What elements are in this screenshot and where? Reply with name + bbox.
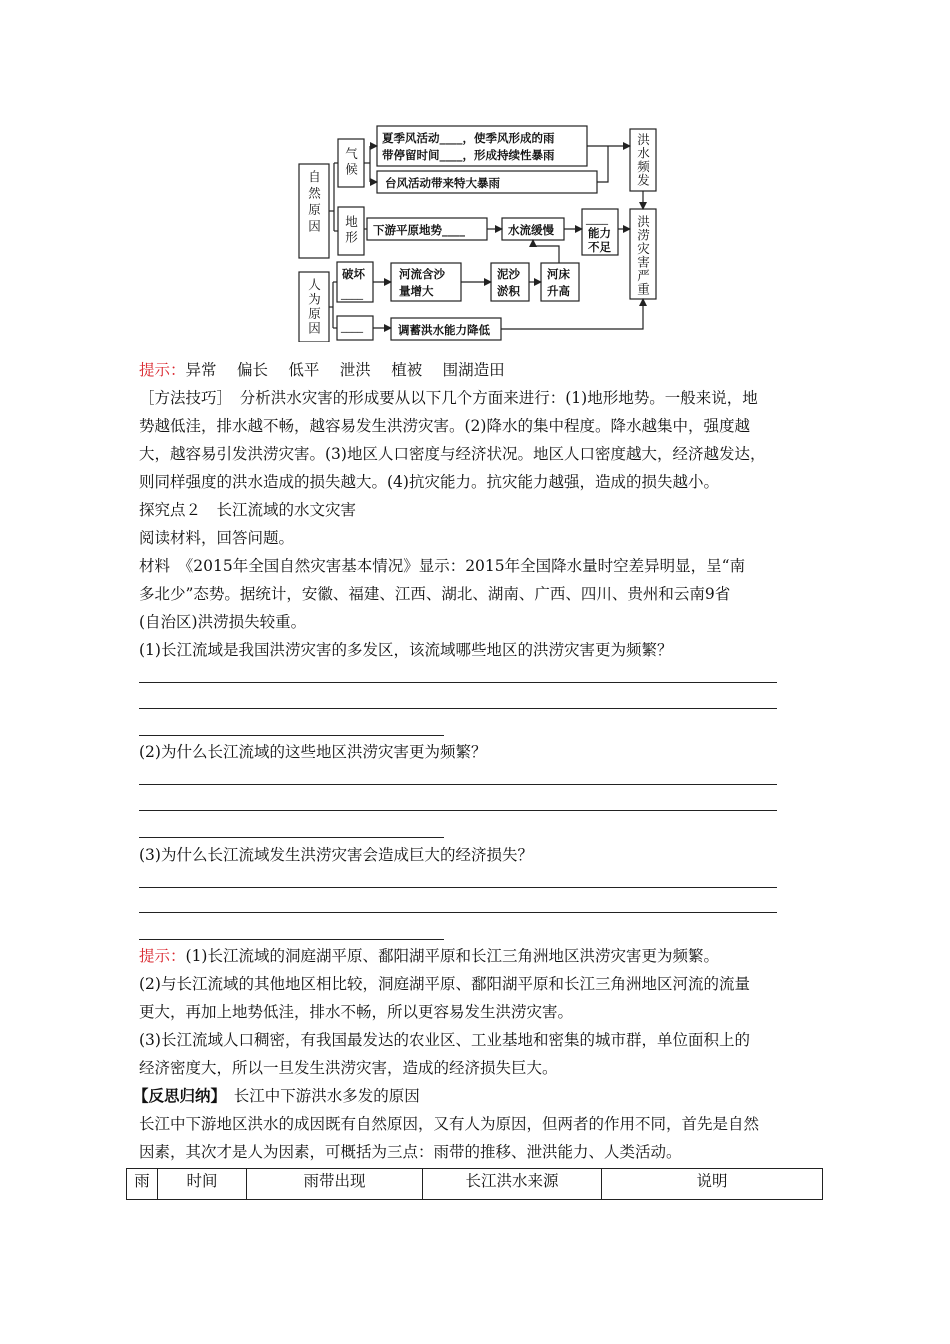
question-2: (2)为什么长江流域的这些地区洪涝灾害更为频繁？ — [139, 743, 487, 761]
header-cell: 长江洪水来源 — [423, 1169, 602, 1200]
header-cell: 雨 — [127, 1169, 158, 1200]
typhoon-text: 台风活动带来特大暴雨 — [385, 176, 500, 190]
damage-blank: ____ — [341, 287, 363, 300]
hint-label: 提示： — [139, 361, 186, 379]
material-line-2: 多北少”态势。据统计，安徽、福建、江西、湖北、湖南、广西、四川、贵州和云南9省 — [139, 585, 731, 603]
climate-label: 气候 — [343, 147, 359, 178]
method-line-2: 势越低洼，排水越不畅，越容易发生洪涝灾害。(2)降水的集中程度。降水越集中，强度越 — [139, 417, 750, 435]
flood-cause-diagram — [290, 120, 670, 342]
frequent-label: 洪水频发 — [635, 133, 651, 187]
monsoon-text-2: 带停留时间____，形成持续性暴雨 — [382, 148, 555, 162]
reflect-line-1: 长江中下游地区洪水的成因既有自然原因，又有人为原因，但两者的作用不同，首先是自然 — [139, 1115, 760, 1133]
answer-line[interactable] — [139, 939, 444, 940]
hint-2-answer-3a: (3)长江流域人口稠密，有我国最发达的农业区、工业基地和密集的城市群，单位面积上的 — [139, 1031, 750, 1049]
reflect-title: 长江中下游洪水多发的原因 — [218, 1087, 420, 1105]
method-line-4: 则同样强度的洪水造成的损失越大。(4)抗灾能力。抗灾能力越强，造成的损失越小。 — [139, 473, 719, 491]
reflect-label: 【反思归纳】 — [133, 1086, 219, 1105]
blank-box-text: ____ — [341, 320, 363, 333]
rain-belt-table — [126, 1168, 823, 1200]
river-sand-text-1: 河流含沙 — [399, 267, 445, 281]
answer-line[interactable] — [139, 682, 777, 683]
answer-line[interactable] — [139, 735, 444, 736]
header-cell: 雨带出现 — [247, 1169, 423, 1200]
material-line-3: (自治区)洪涝损失较重。 — [139, 613, 307, 631]
natural-causes-label: 自然原因 — [306, 170, 322, 236]
table-header-row — [127, 1169, 823, 1200]
answer-line[interactable] — [139, 810, 777, 811]
hint-2-answer-3b: 经济密度大，所以一旦发生洪涝灾害，造成的经济损失巨大。 — [139, 1059, 558, 1077]
monsoon-text-1: 夏季风活动____，使季风形成的雨 — [382, 131, 555, 145]
severe-label: 洪涝灾害严重 — [635, 215, 651, 296]
reflect-heading — [133, 1082, 420, 1110]
hint-label: 提示： — [139, 947, 186, 965]
hint-2-answer-1: 提示：(1)长江流域的洞庭湖平原、鄱阳湖平原和长江三角洲地区洪涝灾害更为频繁。 — [139, 947, 719, 965]
river-sand-text-2: 量增大 — [399, 284, 434, 298]
slow-flow-text: 水流缓慢 — [508, 223, 554, 237]
instruction: 阅读材料，回答问题。 — [139, 529, 295, 547]
capacity-text-1: 能力 — [588, 226, 611, 240]
hint-text: 异常 偏长 低平 泄洪 植被 围湖造田 — [185, 361, 505, 379]
riverbed-text-2: 升高 — [547, 284, 570, 298]
answer-line[interactable] — [139, 837, 444, 838]
silt-text-1: 泥沙 — [497, 267, 520, 281]
answer-line[interactable] — [139, 708, 777, 709]
answer-line[interactable] — [139, 912, 777, 913]
hint-2-answer-2b: 更大，再加上地势低洼，排水不畅，所以更容易发生洪涝灾害。 — [139, 1003, 574, 1021]
hint-1 — [139, 356, 505, 384]
material-line-1: 材料 《2015年全国自然灾害基本情况》显示：2015年全国降水量时空差异明显，呈“南 — [139, 557, 746, 575]
capacity-blank: ____ — [586, 212, 608, 225]
method-line-1: ［方法技巧］ 分析洪水灾害的形成要从以下几个方面来进行：(1)地形地势。一般来说，地 — [139, 389, 758, 407]
silt-text-2: 淤积 — [497, 284, 520, 298]
storage-text: 调蓄洪水能力降低 — [398, 323, 490, 337]
reflect-line-2: 因素，其次才是人为因素，可概括为三点：雨带的推移、泄洪能力、人类活动。 — [139, 1143, 682, 1161]
method-line-3: 大，越容易引发洪涝灾害。(3)地区人口密度与经济状况。地区人口密度越大，经济越发达， — [139, 445, 766, 463]
answer-line[interactable] — [139, 887, 777, 888]
damage-label: 破坏 — [342, 267, 365, 281]
question-1: (1)长江流域是我国洪涝灾害的多发区，该流域哪些地区的洪涝灾害更为频繁？ — [139, 641, 673, 659]
plain-text: 下游平原地势____ — [373, 223, 465, 237]
hint-2-answer-2a: (2)与长江流域的其他地区相比较，洞庭湖平原、鄱阳湖平原和长江三角洲地区河流的流量 — [139, 975, 750, 993]
human-causes-label: 人为原因 — [306, 278, 322, 336]
capacity-text-2: 不足 — [588, 240, 611, 254]
header-cell: 时间 — [158, 1169, 247, 1200]
question-3: (3)为什么长江流域发生洪涝灾害会造成巨大的经济损失？ — [139, 846, 533, 864]
terrain-label: 地形 — [343, 215, 359, 246]
answer-line[interactable] — [139, 784, 777, 785]
section-title: 探究点２ 长江流域的水文灾害 — [139, 501, 357, 519]
riverbed-text-1: 河床 — [547, 267, 570, 281]
header-cell: 说明 — [602, 1169, 823, 1200]
